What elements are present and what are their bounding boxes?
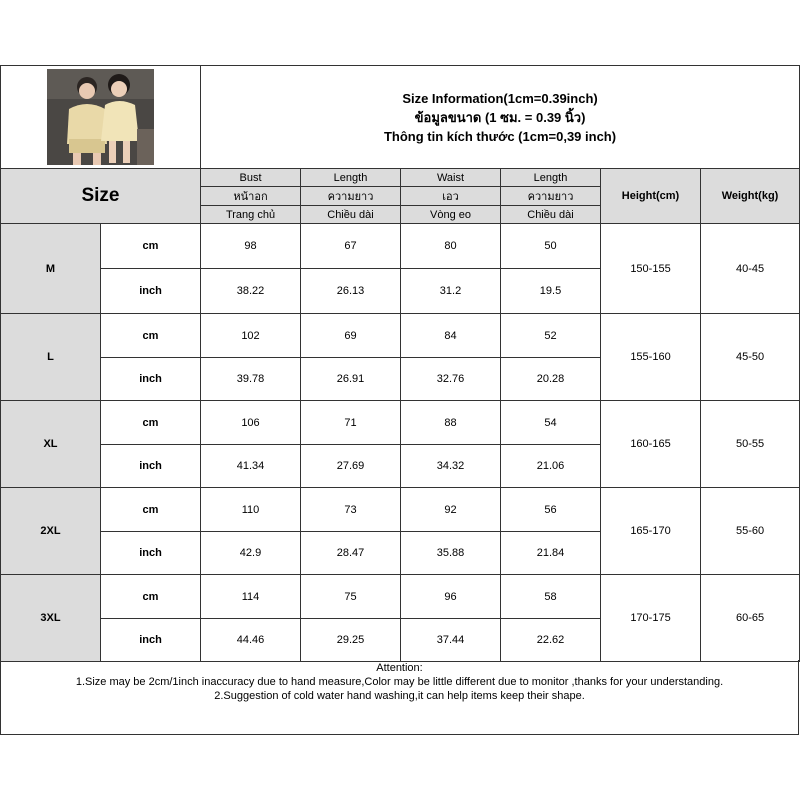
table-cell: 84 [401, 314, 501, 358]
height-cell: 155-160 [601, 314, 701, 401]
weight-cell: 50-55 [701, 401, 800, 488]
weight-cell: 45-50 [701, 314, 800, 401]
size-label-l: L [1, 314, 101, 401]
table-cell: 26.91 [301, 358, 401, 401]
table-cell: 75 [301, 575, 401, 619]
bust-header: Bust [201, 169, 301, 187]
unit-inch: inch [101, 532, 201, 575]
table-cell: 21.84 [501, 532, 601, 575]
table-cell: 31.2 [401, 269, 501, 314]
attention-line-2: 2.Suggestion of cold water hand washing,it can help items keep their shape. [214, 690, 585, 702]
table-cell: 52 [501, 314, 601, 358]
unit-cm: cm [101, 401, 201, 445]
product-photo-cell [1, 66, 201, 169]
length-header-thai: ความยาว [301, 187, 401, 206]
length-header-vn: Chiều dài [301, 206, 401, 224]
length-header: Length [301, 169, 401, 187]
height-cell: 160-165 [601, 401, 701, 488]
height-cell: 150-155 [601, 224, 701, 314]
table-cell: 21.06 [501, 445, 601, 488]
attention-line-1: 1.Size may be 2cm/1inch inaccuracy due to hand measure,Color may be little different due to monitor ,thanks for your understanding. [75, 676, 724, 688]
table-cell: 41.34 [201, 445, 301, 488]
size-info-title [201, 66, 800, 169]
weight-cell: 40-45 [701, 224, 800, 314]
attention-heading: Attention: [376, 662, 423, 674]
table-cell: 50 [501, 224, 601, 269]
unit-cm: cm [101, 488, 201, 532]
weight-cell: 55-60 [701, 488, 800, 575]
size-header: Size [1, 169, 201, 224]
table-cell: 38.22 [201, 269, 301, 314]
waist-header-vn: Vòng eo [401, 206, 501, 224]
height-cell: 165-170 [601, 488, 701, 575]
unit-cm: cm [101, 314, 201, 358]
waist-header-thai: เอว [401, 187, 501, 206]
length2-header-thai: ความยาว [501, 187, 601, 206]
table-cell: 56 [501, 488, 601, 532]
size-label-xl: XL [1, 401, 101, 488]
bust-header-thai: หน้าอก [201, 187, 301, 206]
attention-note [0, 660, 799, 735]
table-cell: 19.5 [501, 269, 601, 314]
table-cell: 35.88 [401, 532, 501, 575]
table-cell: 44.46 [201, 619, 301, 662]
unit-cm: cm [101, 224, 201, 269]
length2-header-vn: Chiều dài [501, 206, 601, 224]
table-cell: 71 [301, 401, 401, 445]
table-cell: 88 [401, 401, 501, 445]
table-cell: 34.32 [401, 445, 501, 488]
size-chart [0, 65, 799, 736]
size-label-2xl: 2XL [1, 488, 101, 575]
weight-cell: 60-65 [701, 575, 800, 662]
table-cell: 69 [301, 314, 401, 358]
table-cell: 98 [201, 224, 301, 269]
table-cell: 110 [201, 488, 301, 532]
table-cell: 114 [201, 575, 301, 619]
unit-inch: inch [101, 358, 201, 401]
table-cell: 58 [501, 575, 601, 619]
table-cell: 42.9 [201, 532, 301, 575]
table-cell: 92 [401, 488, 501, 532]
table-cell: 32.76 [401, 358, 501, 401]
table-cell: 26.13 [301, 269, 401, 314]
height-header: Height(cm) [601, 169, 701, 224]
table-cell: 27.69 [301, 445, 401, 488]
unit-cm: cm [101, 575, 201, 619]
weight-header: Weight(kg) [701, 169, 800, 224]
table-cell: 29.25 [301, 619, 401, 662]
table-cell: 106 [201, 401, 301, 445]
table-cell: 80 [401, 224, 501, 269]
table-cell: 54 [501, 401, 601, 445]
title-thai: ข้อมูลขนาด (1 ซม. = 0.39 นิ้ว) [414, 109, 586, 125]
title-vietnamese: Thông tin kích thước (1cm=0,39 inch) [383, 128, 617, 144]
table-cell: 22.62 [501, 619, 601, 662]
size-label-3xl: 3XL [1, 575, 101, 662]
unit-inch: inch [101, 445, 201, 488]
table-cell: 39.78 [201, 358, 301, 401]
size-table [0, 65, 800, 662]
waist-header: Waist [401, 169, 501, 187]
table-cell: 102 [201, 314, 301, 358]
table-cell: 28.47 [301, 532, 401, 575]
unit-inch: inch [101, 619, 201, 662]
table-cell: 73 [301, 488, 401, 532]
size-label-m: M [1, 224, 101, 314]
couple-pajama-photo [47, 69, 154, 165]
length2-header: Length [501, 169, 601, 187]
table-cell: 96 [401, 575, 501, 619]
table-cell: 67 [301, 224, 401, 269]
height-cell: 170-175 [601, 575, 701, 662]
table-cell: 37.44 [401, 619, 501, 662]
table-cell: 20.28 [501, 358, 601, 401]
bust-header-vn: Trang chủ [201, 206, 301, 224]
unit-inch: inch [101, 269, 201, 314]
title-english: Size Information(1cm=0.39inch) [402, 90, 598, 106]
